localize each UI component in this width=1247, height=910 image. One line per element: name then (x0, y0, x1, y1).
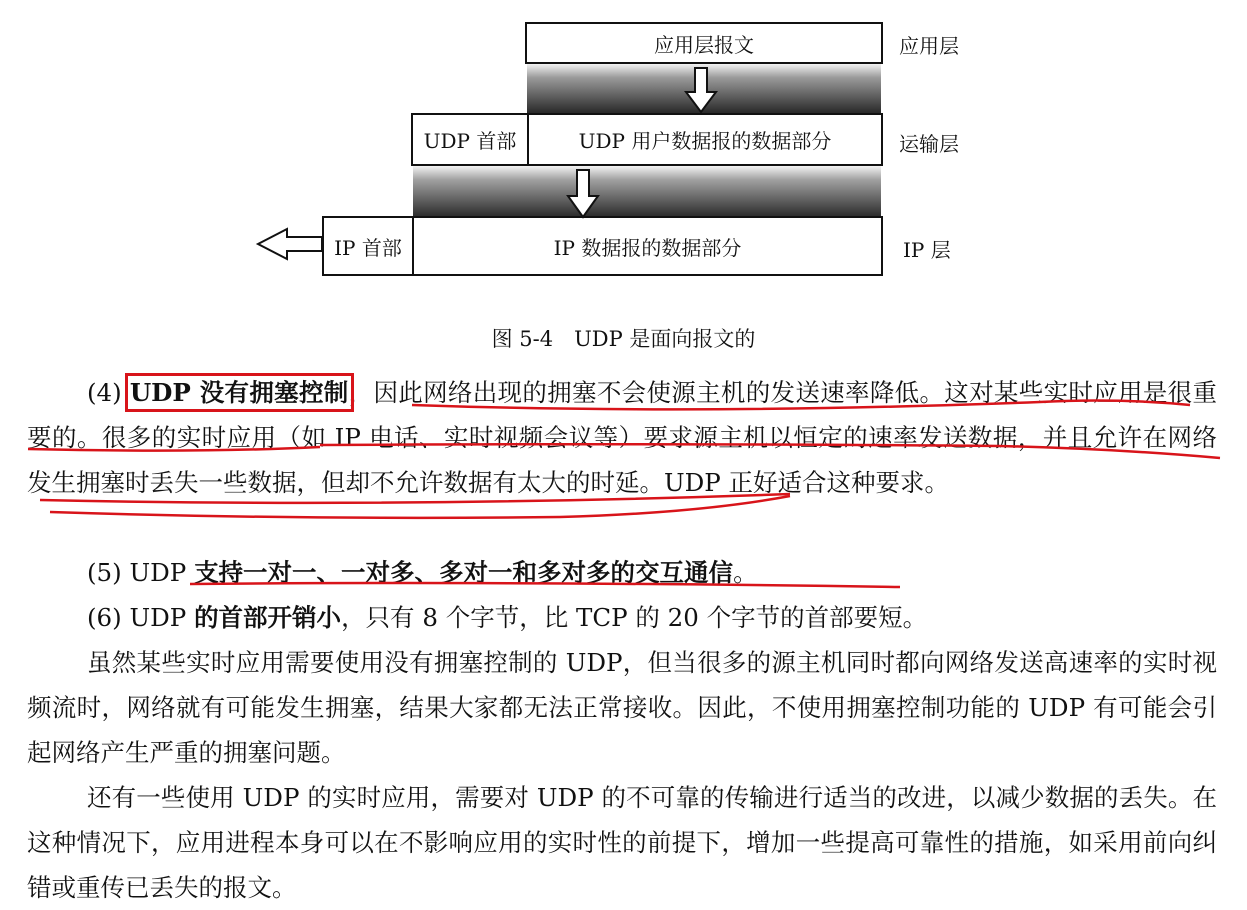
paragraph-congestion: 虽然某些实时应用需要使用没有拥塞控制的 UDP，但当很多的源主机同时都向网络发送高速率的实时视频流时，网络就有可能发生拥塞，结果大家都无法正常接收。因此，不使用拥塞控制功能的 UDP 有可能会引起网络产生严重的拥塞问题。 (27, 648, 1217, 767)
highlighted-heading: UDP 没有拥塞控制 (129, 378, 349, 407)
shade-app-to-udp (527, 62, 881, 114)
point-text: ，因此网络出现的拥塞不会使源主机的发送速率降低。这对某些实时应用是很重要的。很多的实时应用（如 IP 电话、实时视频会议等）要求源主机以恒定的速率发送数据，并且允许在网络发生拥塞时丢失一些数据，但却不允许数据有太大的时延。UDP 正好适合这种要求。 (27, 378, 1217, 497)
ip-header-box: IP 首部 (322, 216, 414, 276)
point-heading: 支持一对一、一对多、多对一和多对多的交互通信 (194, 558, 734, 587)
paragraph-point-6 (27, 595, 1217, 640)
paragraph-point-4 (27, 370, 1217, 505)
point-number: (6) UDP (87, 603, 195, 632)
layer-label-app: 应用层 (899, 34, 959, 58)
app-message-box: 应用层报文 (525, 22, 883, 64)
layer-label-transport: 运输层 (899, 132, 959, 156)
layer-label-ip: IP 层 (903, 238, 951, 262)
udp-header-box: UDP 首部 (411, 113, 529, 166)
point-heading: 的首部开销小 (194, 603, 342, 632)
left-arrow-icon (258, 229, 322, 259)
paragraph-point-5 (27, 550, 1217, 595)
ip-data-box: IP 数据报的数据部分 (412, 216, 883, 276)
point-number: (4) (87, 378, 130, 407)
point-text: 。 (733, 558, 758, 587)
udp-data-box: UDP 用户数据报的数据部分 (527, 113, 883, 166)
shade-udp-to-ip (413, 164, 881, 217)
point-number: (5) UDP (87, 558, 195, 587)
figure-caption: 图 5-4 UDP 是面向报文的 (491, 327, 756, 351)
paragraph-improvement: 还有一些使用 UDP 的实时应用，需要对 UDP 的不可靠的传输进行适当的改进，以减少数据的丢失。在这种情况下，应用进程本身可以在不影响应用的实时性的前提下，增加一些提高可靠性的措施，如采用前向纠错或重传已丢失的报文。 (27, 783, 1217, 902)
point-text: ，只有 8 个字节，比 TCP 的 20 个字节的首部要短。 (341, 603, 928, 632)
